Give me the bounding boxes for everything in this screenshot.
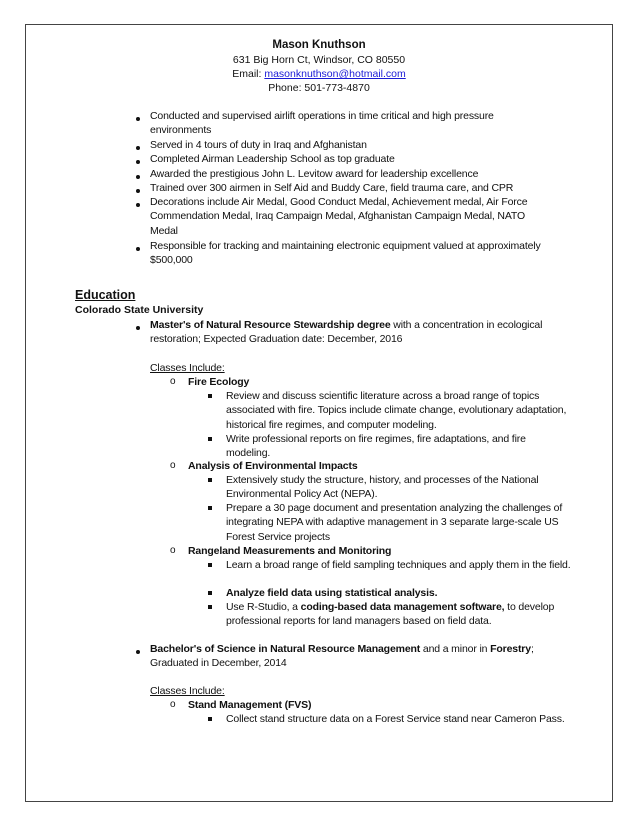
experience-bullet: Conducted and supervised airlift operations in time critical and high pressure environments [150,110,494,137]
bullet-dot [136,247,140,251]
school-name: Colorado State University [75,304,204,316]
circle-bullet: o [170,460,176,471]
bullet-dot [136,203,140,207]
candidate-name: Mason Knuthson [272,39,366,51]
square-bullet [208,437,212,441]
course-item: Prepare a 30 page document and presentation analyzing the challenges of integrating NEPA with adaptive management in 3 separate large-scale US Forest Service projects [226,502,563,543]
bullet-dot [136,160,140,164]
course-item: Extensively study the structure, history, and processes of the National Environmental Policy Act (NEPA). [226,474,539,501]
circle-bullet: o [170,545,176,556]
course-name [188,544,391,558]
square-bullet [208,394,212,398]
bachelors-classes-label: Classes Include: [150,685,225,697]
bachelors-degree-title: Bachelor's of Science in Natural Resource Management [150,643,421,655]
bachelors-degree-mid: and a minor in [420,643,491,655]
course-item: Write professional reports on fire regimes, fire adaptations, and fire modeling. [226,433,526,460]
course-item [226,586,437,600]
course-item-bold: coding-based data management software, [300,601,505,613]
masters-degree-title: Master's of Natural Resource Stewardship degree [150,319,391,331]
square-bullet [208,717,212,721]
experience-bullet: Awarded the prestigious John L. Levitow award for leadership excellence [150,168,479,180]
bullet-dot [136,175,140,179]
bullet-dot [136,326,140,330]
course-item: Collect stand structure data on a Forest Service stand near Cameron Pass. [226,713,565,725]
course-title: Stand Management (FVS) [188,699,312,711]
bullet-dot [136,117,140,121]
experience-bullet: Trained over 300 airmen in Self Aid and Buddy Care, field trauma care, and CPR [150,182,514,194]
bachelors-degree-detail: ; Graduated in December, 2014 [150,643,534,670]
bachelors-degree [150,642,550,671]
experience-bullet: Responsible for tracking and maintaining electronic equipment valued at approximately $500,000 [150,240,541,267]
square-bullet [208,605,212,609]
masters-degree-detail: with a concentration in ecological restoration; Expected Graduation date: December, 2016 [150,319,543,346]
bullet-dot [136,146,140,150]
experience-bullet: Decorations include Air Medal, Good Conduct Medal, Achievement medal, Air Force Commendation Medal, Iraq Campaign Medal, Afghanistan Campaign Medal, NATO Medal [150,196,528,237]
course-item: Review and discuss scientific literature across a broad range of topics associated with fire. Topics include climate change, evolutionary adaptation, historical fire regimes, and computer modeling. [226,390,567,431]
square-bullet [208,591,212,595]
circle-bullet: o [170,376,176,387]
experience-bullet: Completed Airman Leadership School as top graduate [150,153,395,165]
bullet-dot [136,189,140,193]
course-title: Analysis of Environmental Impacts [188,460,358,472]
masters-degree [150,318,570,347]
course-item-text: to develop professional reports for land managers based on field data. [226,601,555,628]
education-heading: Education [75,288,136,302]
square-bullet [208,506,212,510]
phone: Phone: 501-773-4870 [268,82,370,94]
bullet-dot [136,650,140,654]
course-item [226,600,571,629]
email-label: Email: [232,68,265,80]
course-title: Rangeland Measurements and Monitoring [188,545,392,557]
course-name [188,459,358,473]
course-item: Learn a broad range of field sampling techniques and apply them in the field. [226,559,571,571]
course-name [188,698,311,712]
circle-bullet: o [170,699,176,710]
masters-classes-label: Classes Include: [150,362,225,374]
email-link[interactable]: masonknuthson@hotmail.com [264,68,406,80]
course-item-bold: Analyze field data using statistical analysis. [226,587,438,599]
square-bullet [208,478,212,482]
course-name [188,375,249,389]
square-bullet [208,563,212,567]
course-item-text: Use R-Studio, a [226,601,301,613]
course-title: Fire Ecology [188,376,250,388]
bachelors-minor: Forestry [490,643,531,655]
address: 631 Big Horn Ct, Windsor, CO 80550 [232,54,406,66]
experience-bullet: Served in 4 tours of duty in Iraq and Afghanistan [150,139,367,151]
